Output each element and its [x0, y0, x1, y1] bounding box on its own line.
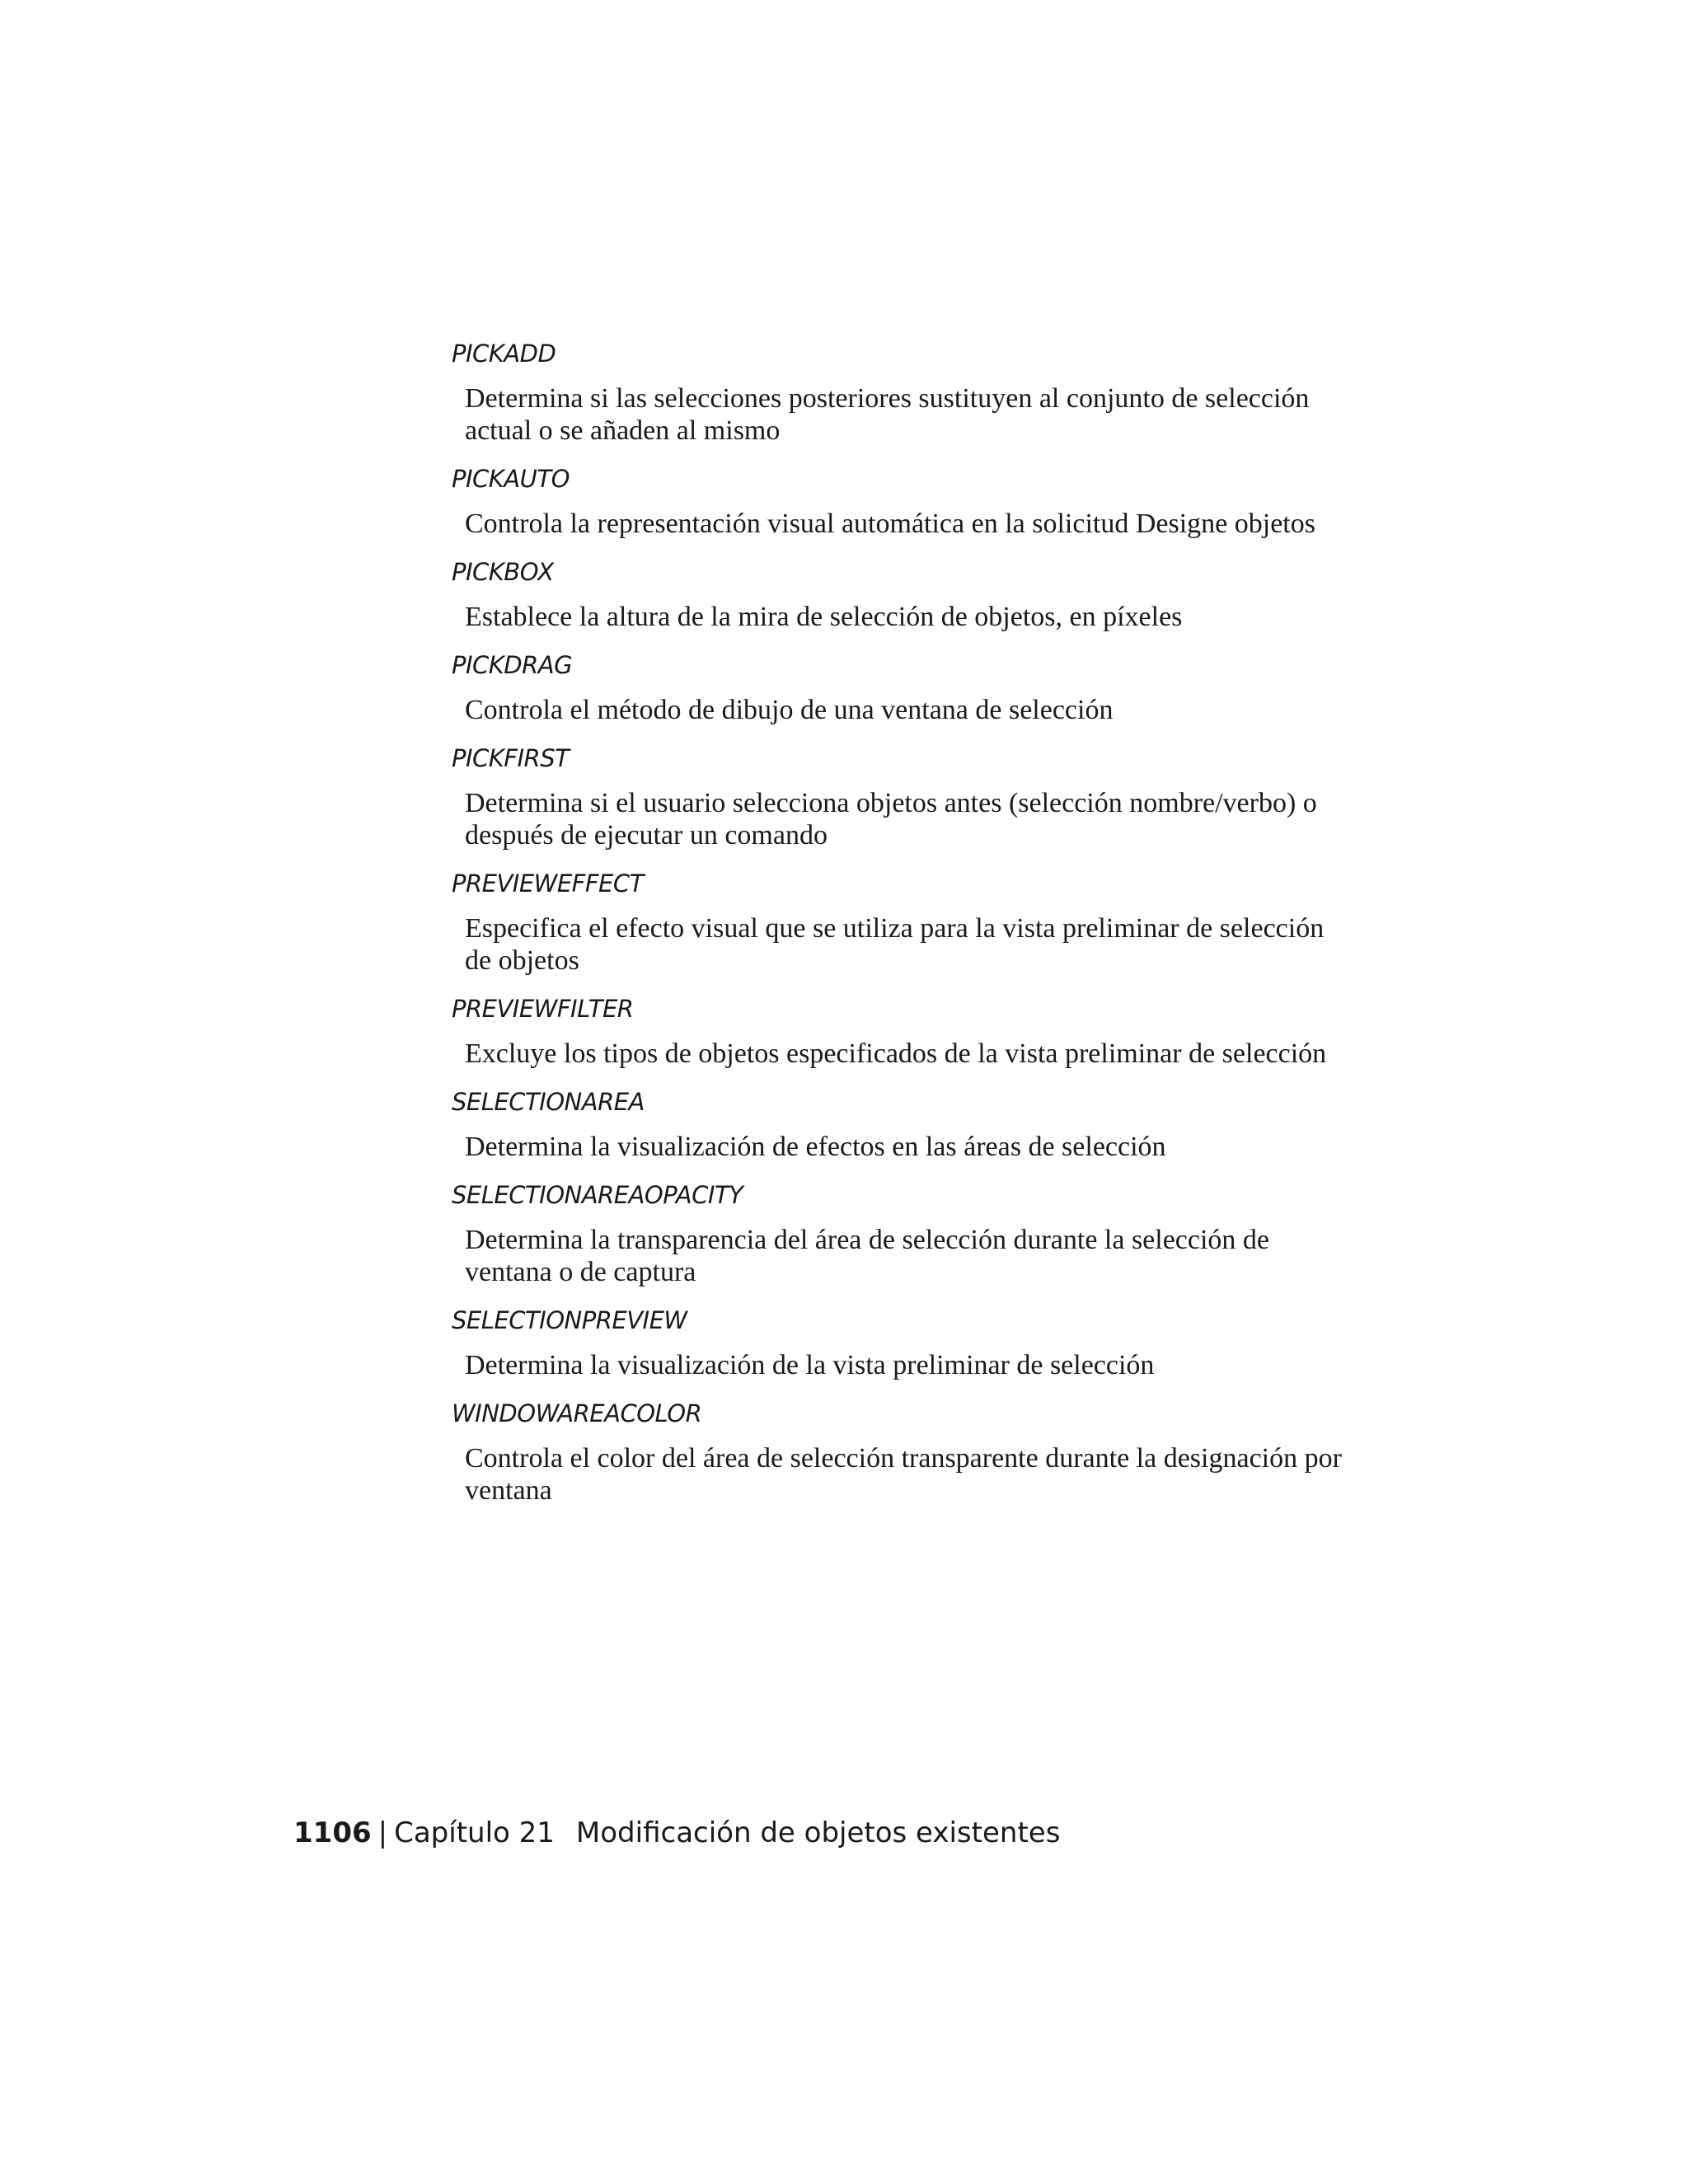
chapter-label: Capítulo 21: [394, 1816, 555, 1849]
entry-pickfirst: [452, 741, 1375, 851]
term: SELECTIONPREVIEW: [452, 1306, 687, 1334]
entry-selectionpreview: [452, 1303, 1375, 1381]
footer-separator: |: [377, 1816, 388, 1849]
term: PICKADD: [452, 340, 556, 368]
description: Determina si el usuario selecciona objetos antes (selección nombre/verbo) o después de ejecutar un comando: [465, 788, 1317, 851]
entry-selectionarea: [452, 1085, 1375, 1163]
term: SELECTIONAREA: [452, 1088, 645, 1116]
entry-selectionareaopacity: [452, 1178, 1375, 1288]
entry-previeweffect: [452, 866, 1375, 977]
entry-pickbox: [452, 555, 1375, 633]
term: PICKAUTO: [452, 465, 570, 493]
variable-list: [452, 336, 1375, 1521]
term: PICKDRAG: [452, 651, 573, 679]
term: SELECTIONAREAOPACITY: [452, 1181, 743, 1209]
entry-pickdrag: [452, 648, 1375, 726]
entry-pickadd: [452, 336, 1375, 447]
entry-windowareacolor: [452, 1396, 1375, 1507]
description: Determina la visualización de la vista preliminar de selección: [465, 1350, 1155, 1380]
chapter-title: Modificación de objetos existentes: [575, 1816, 1061, 1849]
entry-previewfilter: [452, 991, 1375, 1070]
description: Determina si las selecciones posteriores sustituyen al conjunto de selección actual o se añaden al mismo: [465, 383, 1310, 446]
term: PREVIEWEFFECT: [452, 869, 644, 898]
description: Determina la transparencia del área de selección durante la selección de ventana o de captura: [465, 1225, 1270, 1287]
description: Controla la representación visual automática en la solicitud Designe objetos: [465, 509, 1315, 539]
entry-pickauto: [452, 462, 1375, 540]
description: Especifica el efecto visual que se utiliza para la vista preliminar de selección de objetos: [465, 913, 1325, 976]
description: Determina la visualización de efectos en las áreas de selección: [465, 1132, 1166, 1162]
description: Controla el método de dibujo de una ventana de selección: [465, 695, 1114, 725]
description: Establece la altura de la mira de selección de objetos, en píxeles: [465, 602, 1183, 632]
page-footer: [293, 1813, 1060, 1853]
description: Excluye los tipos de objetos especificados de la vista preliminar de selección: [465, 1038, 1327, 1069]
term: PREVIEWFILTER: [452, 995, 634, 1023]
description: Controla el color del área de selección transparente durante la designación por ventana: [465, 1443, 1342, 1506]
page-number: 1106: [293, 1816, 372, 1849]
term: WINDOWAREACOLOR: [452, 1399, 702, 1427]
term: PICKBOX: [452, 558, 554, 586]
term: PICKFIRST: [452, 744, 570, 772]
